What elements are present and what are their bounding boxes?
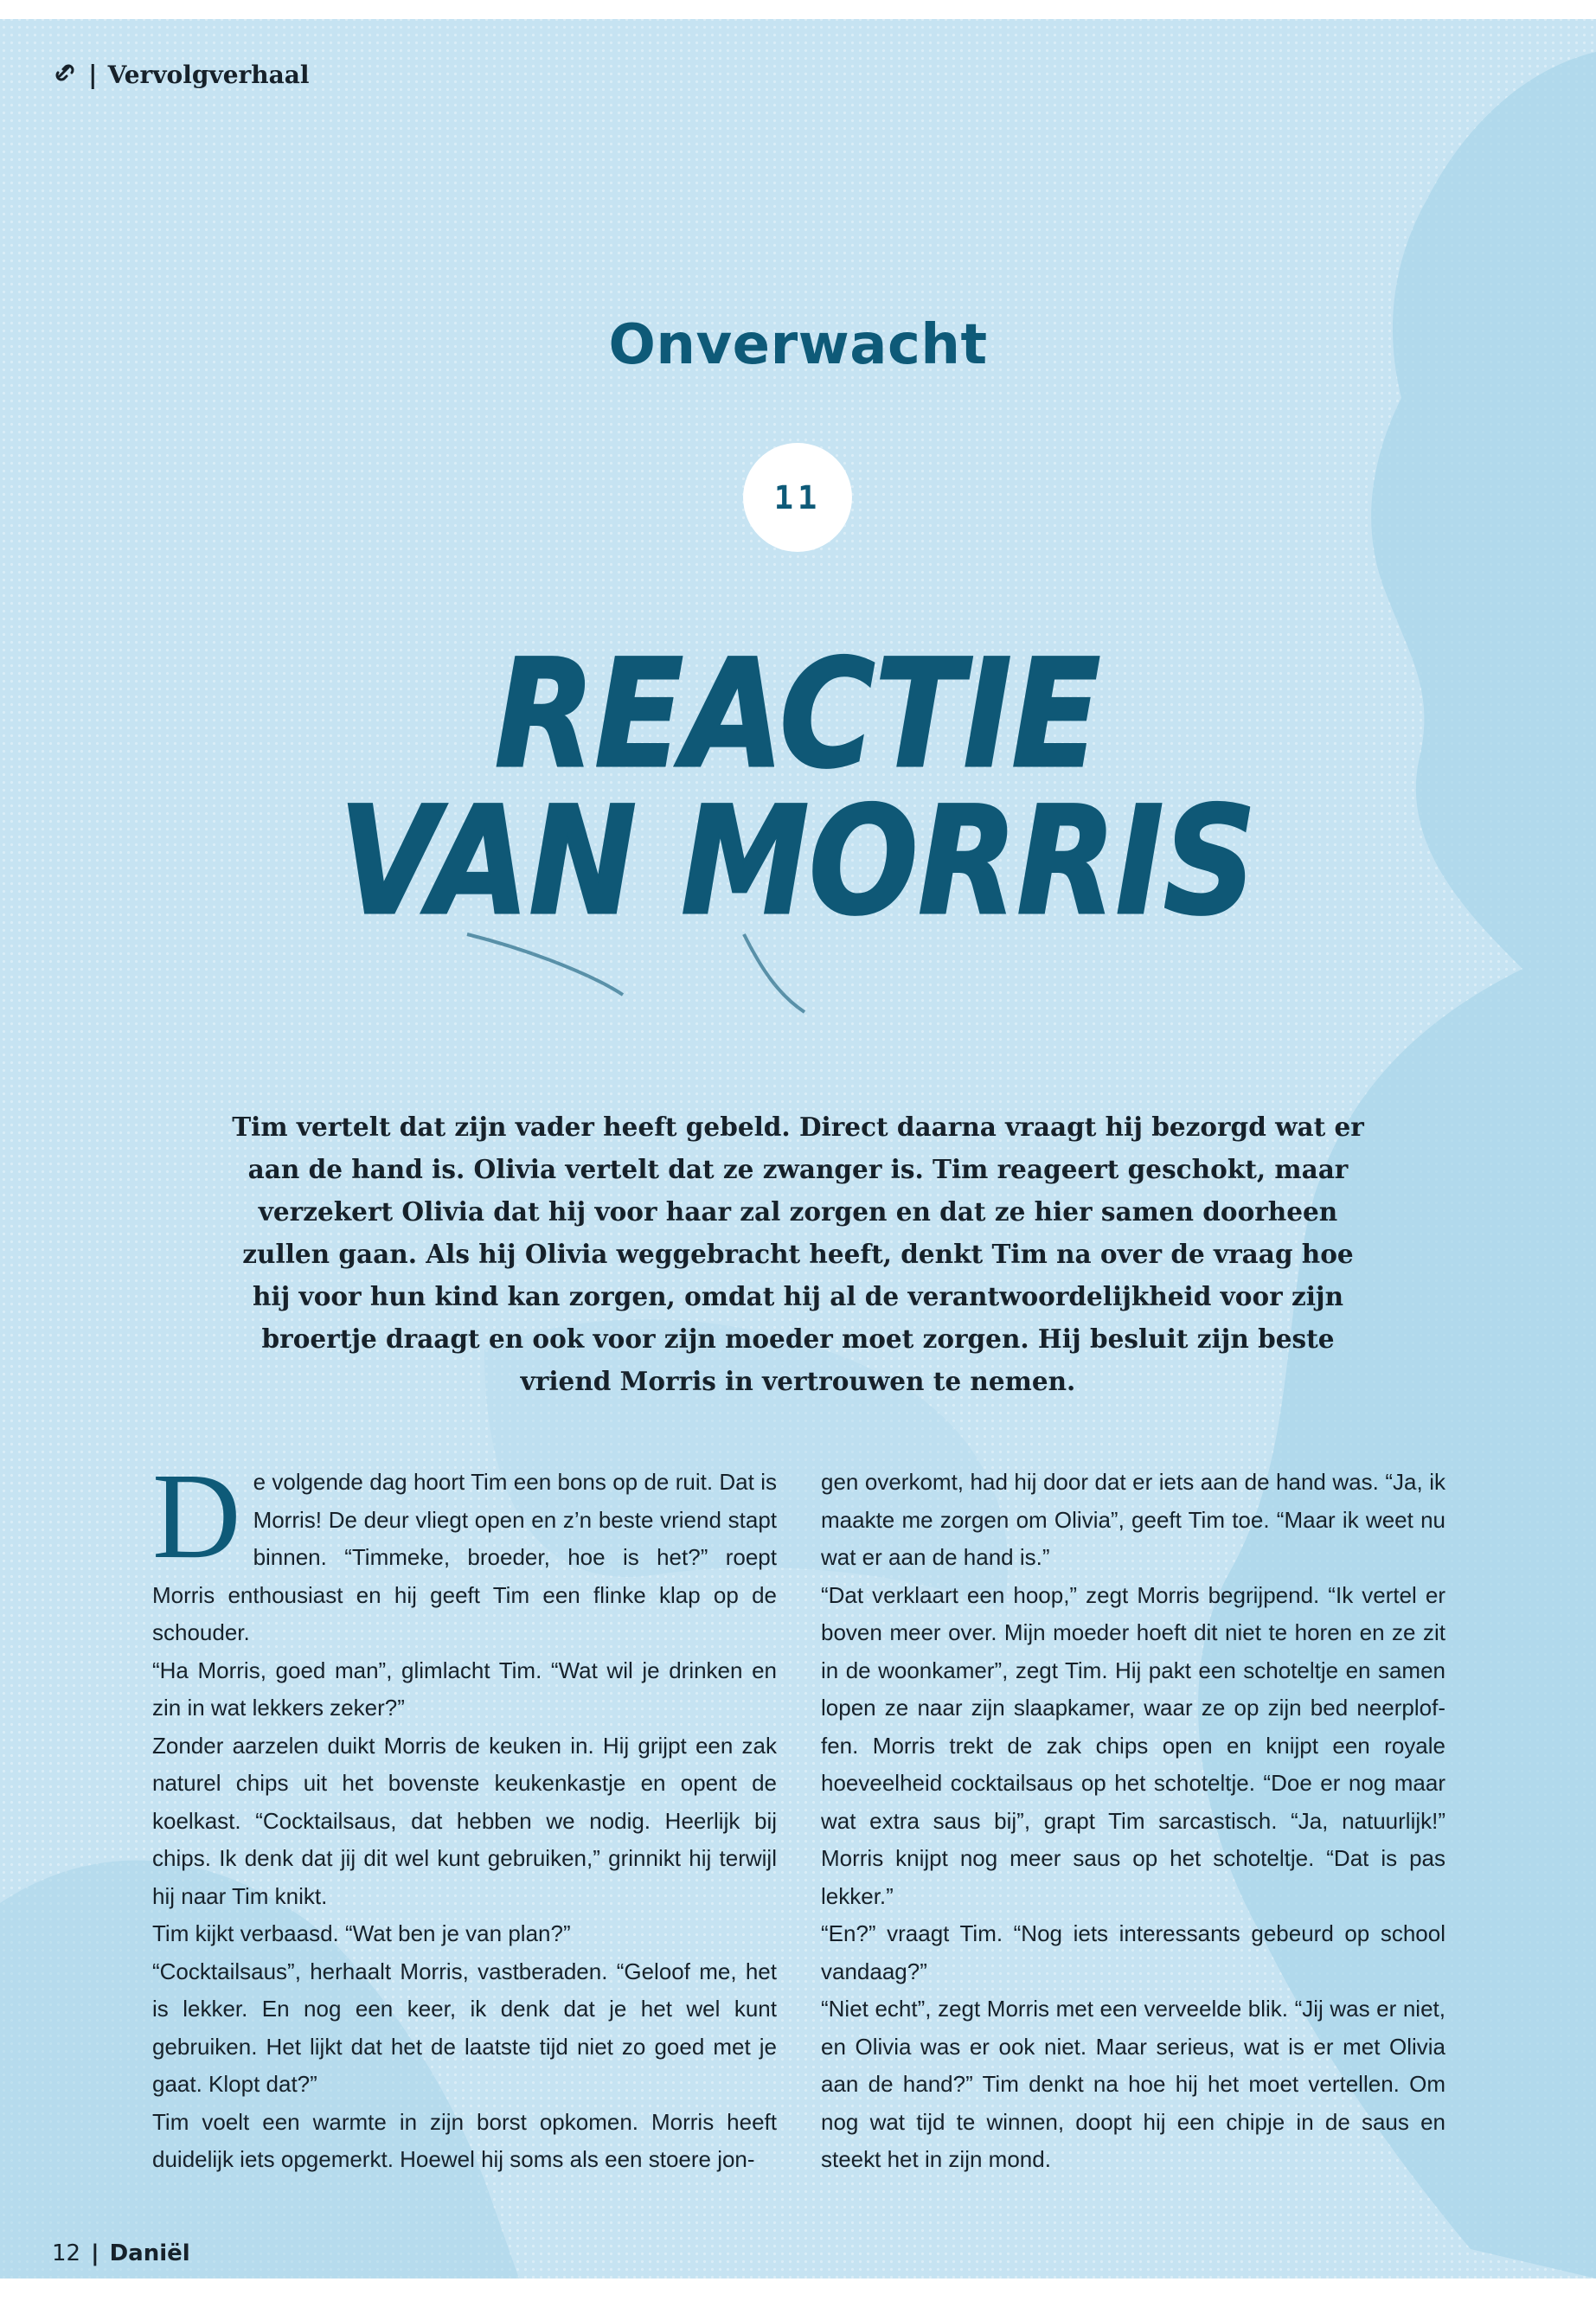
story-column-left [152,1447,777,2179]
bottom-margin [0,2279,1596,2301]
paperclip-icon [52,60,78,89]
intro-summary: Tim vertelt dat zijn vader heeft gebeld. Direct daarna vraagt hij bezorgd wat er aan de hand is. Olivia vertelt dat ze zwanger is. Tim reageert geschokt, maar verzekert Olivia dat hij voor haar zal zorgen en dat ze hier samen doorheen zullen gaan. Als hij Olivia weggebracht heeft, denkt Tim na over de vraag hoe hij voor hun kind kan zorgen, omdat hij al de verantwoordelijkheid voor zijn broertje draagt en ook voor zijn moeder moet zorgen. Hij besluit zijn beste vriend Morris in vertrouwen te nemen. [232,1112,1364,1396]
footer-separator: | [91,2240,99,2266]
headline-line-1: REACTIE [495,627,1100,801]
story-paragraph: “Niet echt”, zegt Morris met een verveelde blik. “Jij was er niet, en Olivia was er ook niet. Maar serieus, wat is er met Olivia aan de hand?” Tim denkt na hoe hij het moet vertellen. Om nog wat tijd te winnen, doopt hij een chipje in de saus en steekt het in zijn mond. [821,1996,1445,2172]
headline [0,606,1596,1038]
story-column-right [821,1464,1445,2179]
episode-number-badge: 11 [743,443,852,552]
story-paragraph: gen overkomt, had hij door dat er iets aan de hand was. “Ja, ik maakte me zorgen om Olivia”, geeft Tim toe. “Maar ik weet nu wat er aan de hand is.” [821,1469,1445,1570]
drop-cap: D [152,1447,241,1584]
section-header [52,57,310,92]
story-paragraph: Zonder aarzelen duikt Morris de keuken in. Hij grijpt een zak naturel chips uit het bovenste keukenkastje en opent de koelkast. “Cocktailsaus, dat hebben we nodig. Heerlijk bij chips. Ik denk dat jij dit wel kunt gebruiken,” grinnikt hij terwijl hij naar Tim knikt. [152,1732,777,1909]
story-paragraph: Tim voelt een warmte in zijn borst opkomen. Morris heeft duidelijk iets opgemerkt. Hoewel hij soms als een stoere jon- [152,2108,777,2172]
magazine-name: Daniël [109,2240,190,2266]
story-paragraph: “Cocktailsaus”, herhaalt Morris, vastberaden. “Geloof me, het is lekker. En nog een keer, ik denk dat je het wel kunt gebruiken. Het lijkt dat het de laatste tijd niet zo goed met je gaat. Klopt dat?” [152,1958,777,2097]
page-footer [52,2240,190,2266]
story-paragraph: “Dat verklaart een hoop,” zegt Morris begrijpend. “Ik vertel er boven meer over. Mijn moeder hoeft dit niet te horen en ze zit in de woonkamer”, zegt Tim. Hij pakt een schoteltje en samen lopen ze naar zijn slaapkamer, waar ze op zijn bed neerplof-fen. Morris trekt de zak chips open en knijpt een royale hoeveelheid cocktailsaus op het schoteltje. “Doe er nog maar wat extra saus bij”, grapt Tim sarcastisch. “Ja, natuurlijk!” Morris knijpt nog meer saus op het schoteltje. “Dat is pas lekker.” [821,1581,1445,1909]
story-paragraph: “Ha Morris, goed man”, glimlacht Tim. “Wat wil je drinken en zin in wat lekkers zeker?” [152,1657,777,1721]
story-paragraph: Tim kijkt verbaasd. “Wat ben je van plan?” [152,1920,571,1946]
story-paragraph: “En?” vraagt Tim. “Nog iets interessants gebeurd op school vandaag?” [821,1920,1445,1984]
header-separator: | [88,60,98,89]
story-paragraph: e volgende dag hoort Tim een bons op de ruit. Dat is Morris! De deur vliegt open en z’n beste vriend stapt binnen. “Timmeke, broeder, hoe is het?” roept Morris enthousiast en hij geeft Tim een flinke klap op de schouder. [152,1469,777,1645]
series-title: Onverwacht [608,313,988,377]
page-number: 12 [52,2240,81,2266]
headline-line-2: VAN MORRIS [339,774,1256,948]
section-label: Vervolgverhaal [107,60,310,89]
